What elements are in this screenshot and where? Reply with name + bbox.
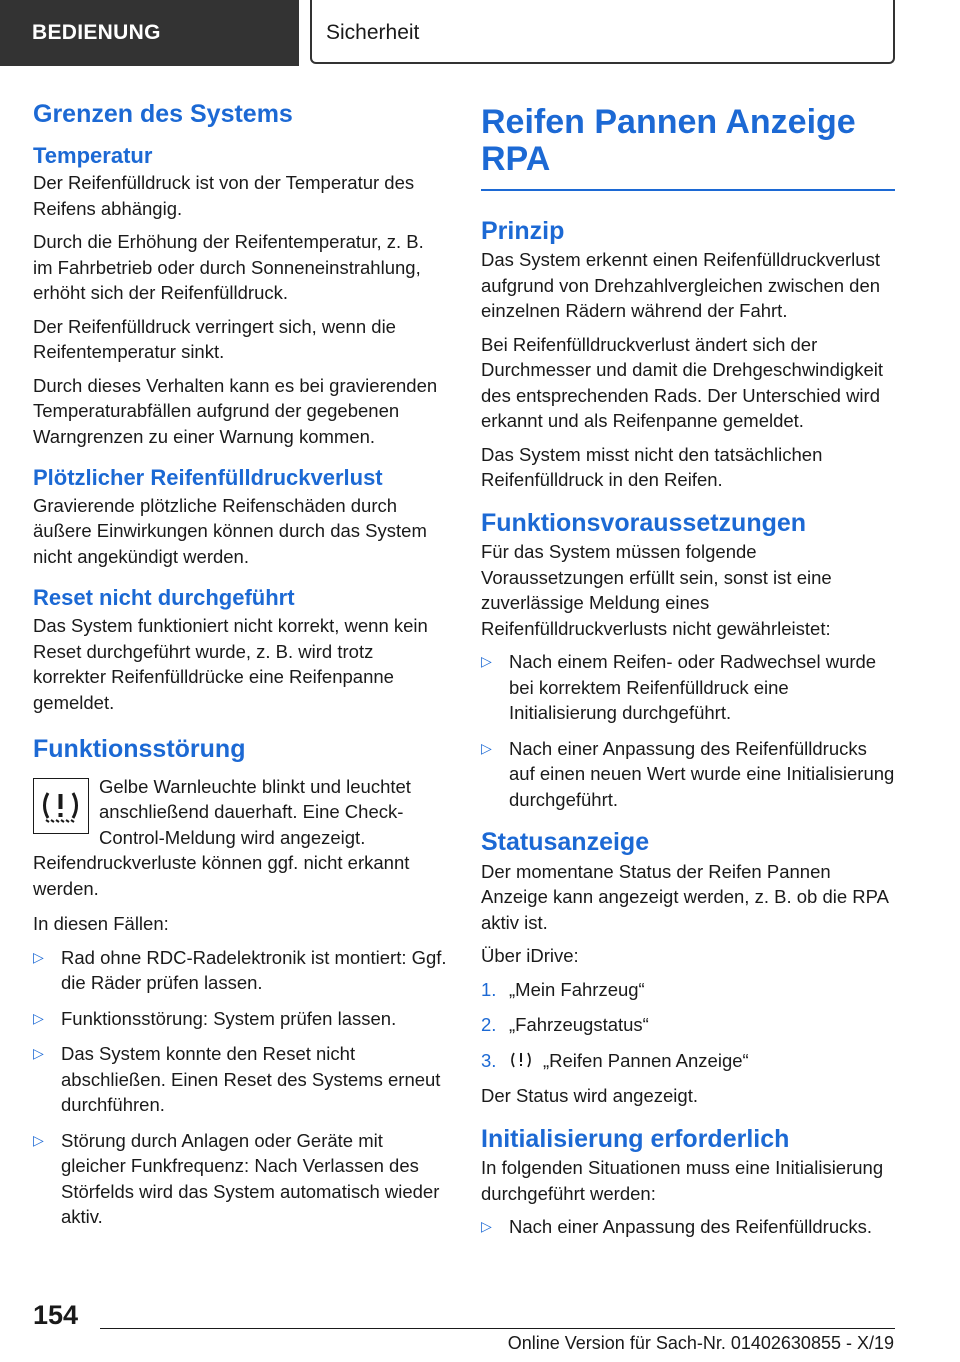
malfunction-block xyxy=(33,774,447,902)
idrive-steps xyxy=(481,977,895,1074)
cases-list xyxy=(33,945,447,1230)
footer-divider xyxy=(100,1328,895,1329)
triangle-right-icon: ▷ xyxy=(481,739,492,756)
malfunction-paragraph: Gelbe Warnleuchte blinkt und leuchtet anschließend dauerhaft. Eine Check-Control-Meldung wird angezeigt. Reifendruckverluste können ggf. nicht erkannt werden. xyxy=(33,775,411,899)
triangle-right-icon: ▷ xyxy=(481,1218,492,1235)
heading-system-limits: Grenzen des Systems xyxy=(33,100,293,128)
status-result: Der Status wird angezeigt. xyxy=(481,1085,698,1107)
initialization-list xyxy=(481,1214,895,1240)
list-item: ▷ Nach einer Anpassung des Reifenfülldrucks. xyxy=(481,1214,895,1240)
main-title-block xyxy=(481,104,895,191)
initialization-paragraph: In folgenden Situationen muss eine Initialisierung durchgeführt werden: xyxy=(481,1157,884,1204)
list-item: ▷ Nach einer Anpassung des Reifenfülldrucks auf einen neuen Wert wurde eine Initialisierung durchgeführt. xyxy=(481,737,895,810)
sudden-loss-paragraph: Gravierende plötzliche Reifenschäden durch äußere Einwirkungen können durch das System nicht angekündigt werden. xyxy=(33,494,427,567)
principle-paragraph-2: Bei Reifenfülldruckverlust ändert sich der Durchmesser und damit die Drehgeschwindigkeit des entsprechenden Rads. Der Unterschied wird erkannt und als Reifenpanne gemeldet. xyxy=(481,333,884,432)
list-item: 1. „Mein Fahrzeug“ xyxy=(481,978,645,1000)
right-column xyxy=(481,104,895,1250)
heading-principle: Prinzip xyxy=(481,216,565,245)
section-tab[interactable]: Sicherheit xyxy=(310,0,895,64)
triangle-right-icon: ▷ xyxy=(481,653,492,670)
heading-status-display: Statusanzeige xyxy=(481,828,650,857)
heading-reset-not-done: Reset nicht durchgeführt xyxy=(33,585,295,611)
triangle-right-icon: ▷ xyxy=(33,1131,44,1148)
chapter-tab[interactable]: BEDIENUNG xyxy=(0,0,299,66)
list-item: 2. „Fahrzeugstatus“ xyxy=(481,1014,649,1036)
temperature-paragraph-3: Der Reifenfülldruck verringert sich, wenn die Reifentemperatur sinkt. xyxy=(33,315,396,363)
requirements-paragraph: Für das System müssen folgende Voraussetzungen erfüllt sein, sonst ist eine zuverlässige Meldung eines Reifenfülldruckverlusts nicht gewährleistet: xyxy=(481,541,832,639)
list-item: 3. „Reifen Pannen Anzeige“ xyxy=(481,1049,749,1071)
cases-intro: In diesen Fällen: xyxy=(33,913,169,935)
reset-paragraph: Das System funktioniert nicht korrekt, wenn kein Reset durchgeführt wurde, z. B. wird trotz korrekter Reifenfülldrücke eine Reifenpanne gemeldet. xyxy=(33,615,428,713)
page-title: Reifen Pannen Anzeige RPA xyxy=(481,103,856,179)
heading-sudden-pressure-loss: Plötzlicher Reifenfülldruckverlust xyxy=(33,465,383,491)
triangle-right-icon: ▷ xyxy=(33,1045,44,1062)
temperature-paragraph-4: Durch dieses Verhalten kann es bei gravierenden Temperaturabfällen aufgrund der gegebenen Warngrenzen zu einer Warnung kommen. xyxy=(33,374,438,447)
tire-pressure-warning-icon xyxy=(509,1050,533,1070)
heading-temperature: Temperatur xyxy=(33,142,153,168)
idrive-intro: Über iDrive: xyxy=(481,945,579,967)
requirements-list xyxy=(481,649,895,812)
heading-malfunction: Funktionsstörung xyxy=(33,735,246,764)
principle-paragraph-3: Das System misst nicht den tatsächlichen Reifenfülldruck in den Reifen. xyxy=(481,443,823,491)
temperature-paragraph-2: Durch die Erhöhung der Reifentemperatur, z. B. im Fahrbetrieb oder durch Sonneneinstrahlung, erhöht sich der Reifenfülldruck. xyxy=(33,231,424,304)
heading-requirements: Funktionsvoraussetzungen xyxy=(481,508,807,537)
list-item: ▷ Rad ohne RDC-Radelektronik ist montiert: Ggf. die Räder prüfen lassen. xyxy=(33,946,447,994)
page-number: 154 xyxy=(33,1300,79,1330)
triangle-right-icon: ▷ xyxy=(33,1009,44,1026)
status-paragraph: Der momentane Status der Reifen Pannen Anzeige kann angezeigt werden, z. B. ob die RPA aktiv ist. xyxy=(481,860,888,933)
footer-version: Online Version für Sach-Nr. 01402630855 - X/19 xyxy=(507,1333,894,1353)
temperature-paragraph-1: Der Reifenfülldruck ist von der Temperatur des Reifens abhängig. xyxy=(33,172,415,219)
tire-pressure-warning-icon xyxy=(33,778,89,834)
triangle-right-icon: ▷ xyxy=(33,948,44,965)
list-item: ▷ Nach einem Reifen- oder Radwechsel wurde bei korrektem Reifenfülldruck eine Initialisierung durchgeführt. xyxy=(481,651,877,724)
left-column xyxy=(33,98,447,1240)
heading-initialization-required: Initialisierung erforderlich xyxy=(481,1124,790,1153)
page-header xyxy=(0,0,960,66)
list-item: ▷ Das System konnte den Reset nicht abschließen. Einen Reset des Systems erneut durchführen. xyxy=(33,1043,441,1116)
list-item: ▷ Funktionsstörung: System prüfen lassen. xyxy=(33,1006,447,1032)
list-item: ▷ Störung durch Anlagen oder Geräte mit gleicher Funkfrequenz: Nach Verlassen des Störfelds wird das System automatisch wieder aktiv. xyxy=(33,1129,440,1228)
principle-paragraph-1: Das System erkennt einen Reifenfülldruckverlust aufgrund von Drehzahlvergleichen zwischen den einzelnen Rädern während der Fahrt. xyxy=(481,249,881,322)
